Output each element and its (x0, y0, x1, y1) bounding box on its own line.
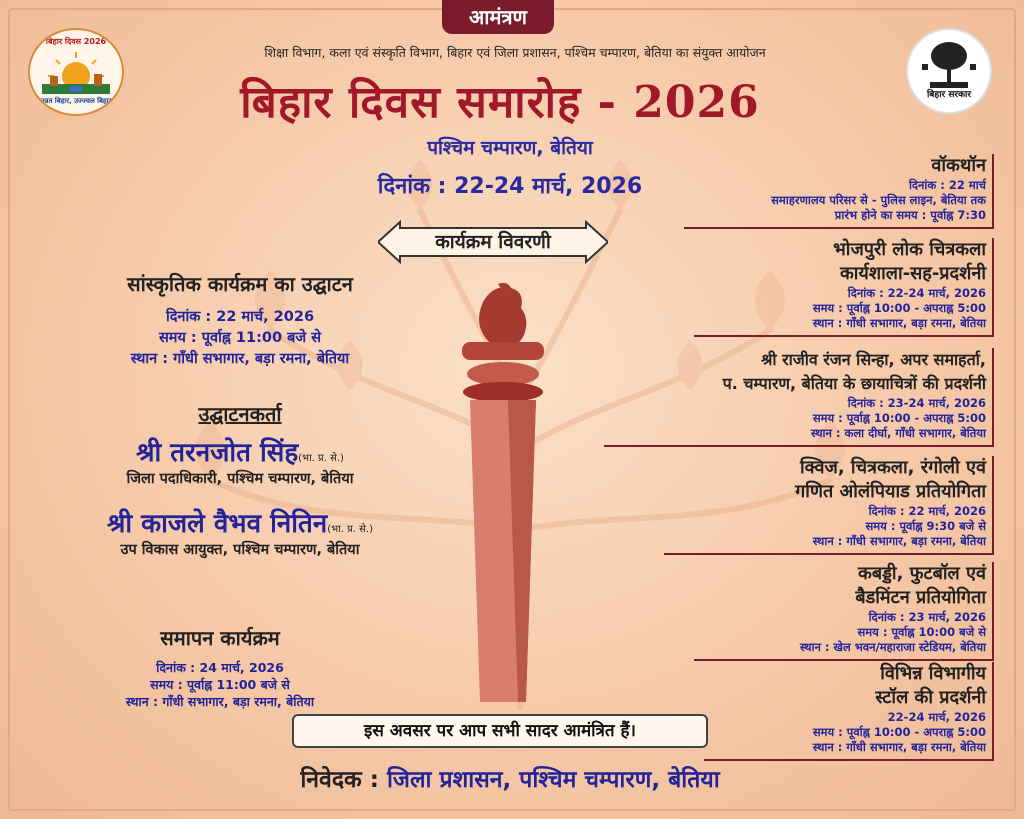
closing-heading: समापन कार्यक्रम (160, 626, 280, 650)
inaugurators-section (40, 400, 440, 561)
event-6-title-2: स्टॉल की प्रदर्शनी (875, 687, 986, 708)
event-6-title-1: विभिन्न विभागीय (880, 663, 986, 684)
event-2-title-1: भोजपुरी लोक चित्रकला (833, 239, 986, 260)
inaugurator-2-suffix: (भा. प्र. से.) (327, 524, 374, 535)
inauguration-section (40, 270, 440, 370)
closing-section (20, 624, 420, 710)
logo-right-label: बिहार सरकार (926, 90, 972, 100)
closing-time: समय : पूर्वाह्न 11:00 बजे से (150, 677, 290, 692)
event-4-title-1: क्विज, चित्रकला, रंगोली एवं (799, 457, 986, 478)
event-2-line1: दिनांक : 22-24 मार्च, 2026 (847, 286, 986, 300)
footer-value: जिला प्रशासन, पश्चिम चम्पारण, बेतिया (386, 767, 720, 793)
event-6-line3: स्थान : गाँधी सभागार, बड़ा रमना, बेतिया (812, 740, 986, 754)
footer-label: निवेदक : (300, 767, 379, 793)
event-3-line1: दिनांक : 23-24 मार्च, 2026 (847, 396, 986, 410)
event-2-title-2: कार्यशाला-सह-प्रदर्शनी (839, 263, 986, 284)
event-3-line3: स्थान : कला दीर्घा, गाँधी सभागार, बेतिया (810, 426, 986, 440)
inauguration-date: दिनांक : 22 मार्च, 2026 (165, 309, 315, 325)
event-card-2 (694, 238, 994, 337)
event-1-line3: प्रारंभ होने का समय : पूर्वाह्न 7:30 (834, 208, 986, 222)
event-date: दिनांक : 22-24 मार्च, 2026 (377, 174, 643, 199)
event-5-line3: स्थान : खेल भवन/महाराजा स्टेडियम, बेतिया (799, 640, 986, 654)
event-4-line3: स्थान : गाँधी सभागार, बड़ा रमना, बेतिया (812, 534, 986, 548)
event-4-line2: समय : पूर्वाह्न 9:30 बजे से (865, 519, 986, 533)
inaugurator-2-name: श्री काजले वैभव नितिन (106, 509, 328, 539)
inaugurator-1-role: जिला पदाधिकारी, पश्चिम चम्पारण, बेतिया (126, 471, 354, 487)
event-5-title-1: कबड्डी, फुटबॉल एवं (858, 563, 986, 584)
event-5-line2: समय : पूर्वाह्न 10:00 बजे से (857, 625, 986, 639)
event-1-title: वॉकथॉन (931, 155, 986, 176)
event-card-4 (664, 456, 994, 555)
event-5-line1: दिनांक : 23 मार्च, 2026 (868, 610, 986, 624)
page-title: बिहार दिवस समारोह - 2026 (240, 77, 760, 128)
organizers-line: शिक्षा विभाग, कला एवं संस्कृति विभाग, बिहार एवं जिला प्रशासन, पश्चिम चम्पारण, बेतिया का संयुक्त आयोजन (264, 45, 766, 60)
event-5-title-2: बैडमिंटन प्रतियोगिता (855, 587, 986, 608)
logo-left-top-text: बिहार दिवस 2026 (45, 37, 107, 46)
inauguration-venue: स्थान : गाँधी सभागार, बड़ा रमना, बेतिया (130, 351, 350, 367)
inaugurator-2-role: उप विकास आयुक्त, पश्चिम चम्पारण, बेतिया (120, 542, 360, 558)
bihar-diwas-logo (28, 28, 124, 116)
inaugurator-1-name: श्री तरनजोत सिंह (136, 438, 299, 468)
inaugurators-heading: उद्घाटनकर्ता (198, 402, 282, 426)
event-card-3 (604, 348, 994, 447)
program-banner (378, 220, 608, 264)
event-2-line2: समय : पूर्वाह्न 10:00 - अपराह्न 5:00 (812, 301, 986, 315)
event-6-line2: समय : पूर्वाह्न 10:00 - अपराह्न 5:00 (812, 725, 986, 739)
bihar-sarkar-logo (906, 28, 992, 114)
inauguration-heading: सांस्कृतिक कार्यक्रम का उद्घाटन (127, 272, 353, 296)
inaugurator-1-suffix: (भा. प्र. से.) (298, 453, 344, 464)
event-3-title-2: प. चम्पारण, बेतिया के छायाचित्रों की प्रदर्शनी (722, 374, 986, 393)
event-card-1 (684, 154, 994, 229)
event-3-title-1: श्री राजीव रंजन सिन्हा, अपर समाहर्ता, (761, 350, 986, 369)
logo-left-bottom-text: उन्नत बिहार, उज्ज्वल बिहार (40, 97, 112, 105)
inauguration-time: समय : पूर्वाह्न 11:00 बजे से (159, 330, 321, 346)
event-2-line3: स्थान : गाँधी सभागार, बड़ा रमना, बेतिया (812, 316, 986, 330)
invite-tab: आमंत्रण (442, 0, 554, 34)
event-6-line1: 22-24 मार्च, 2026 (887, 710, 986, 724)
footer (150, 762, 870, 794)
program-banner-label: कार्यक्रम विवरणी (435, 231, 551, 253)
event-card-6 (704, 662, 994, 761)
event-3-line2: समय : पूर्वाह्न 10:00 - अपराह्न 5:00 (812, 411, 986, 425)
event-1-line2: समाहरणालय परिसर से - पुलिस लाइन, बेतिया तक (771, 193, 986, 207)
event-4-title-2: गणित ओलंपियाड प्रतियोगिता (795, 481, 986, 502)
closing-venue: स्थान : गाँधी सभागार, बड़ा रमना, बेतिया (125, 694, 315, 709)
ashoka-pillar-illustration (448, 282, 558, 702)
event-4-line1: दिनांक : 22 मार्च, 2026 (868, 504, 986, 518)
sun-landmark-icon (30, 44, 122, 104)
invitation-line: इस अवसर पर आप सभी सादर आमंत्रित हैं। (292, 714, 708, 748)
event-1-line1: दिनांक : 22 मार्च (908, 178, 986, 192)
event-place: पश्चिम चम्पारण, बेतिया (427, 137, 593, 159)
event-card-5 (694, 562, 994, 661)
closing-date: दिनांक : 24 मार्च, 2026 (156, 660, 284, 675)
